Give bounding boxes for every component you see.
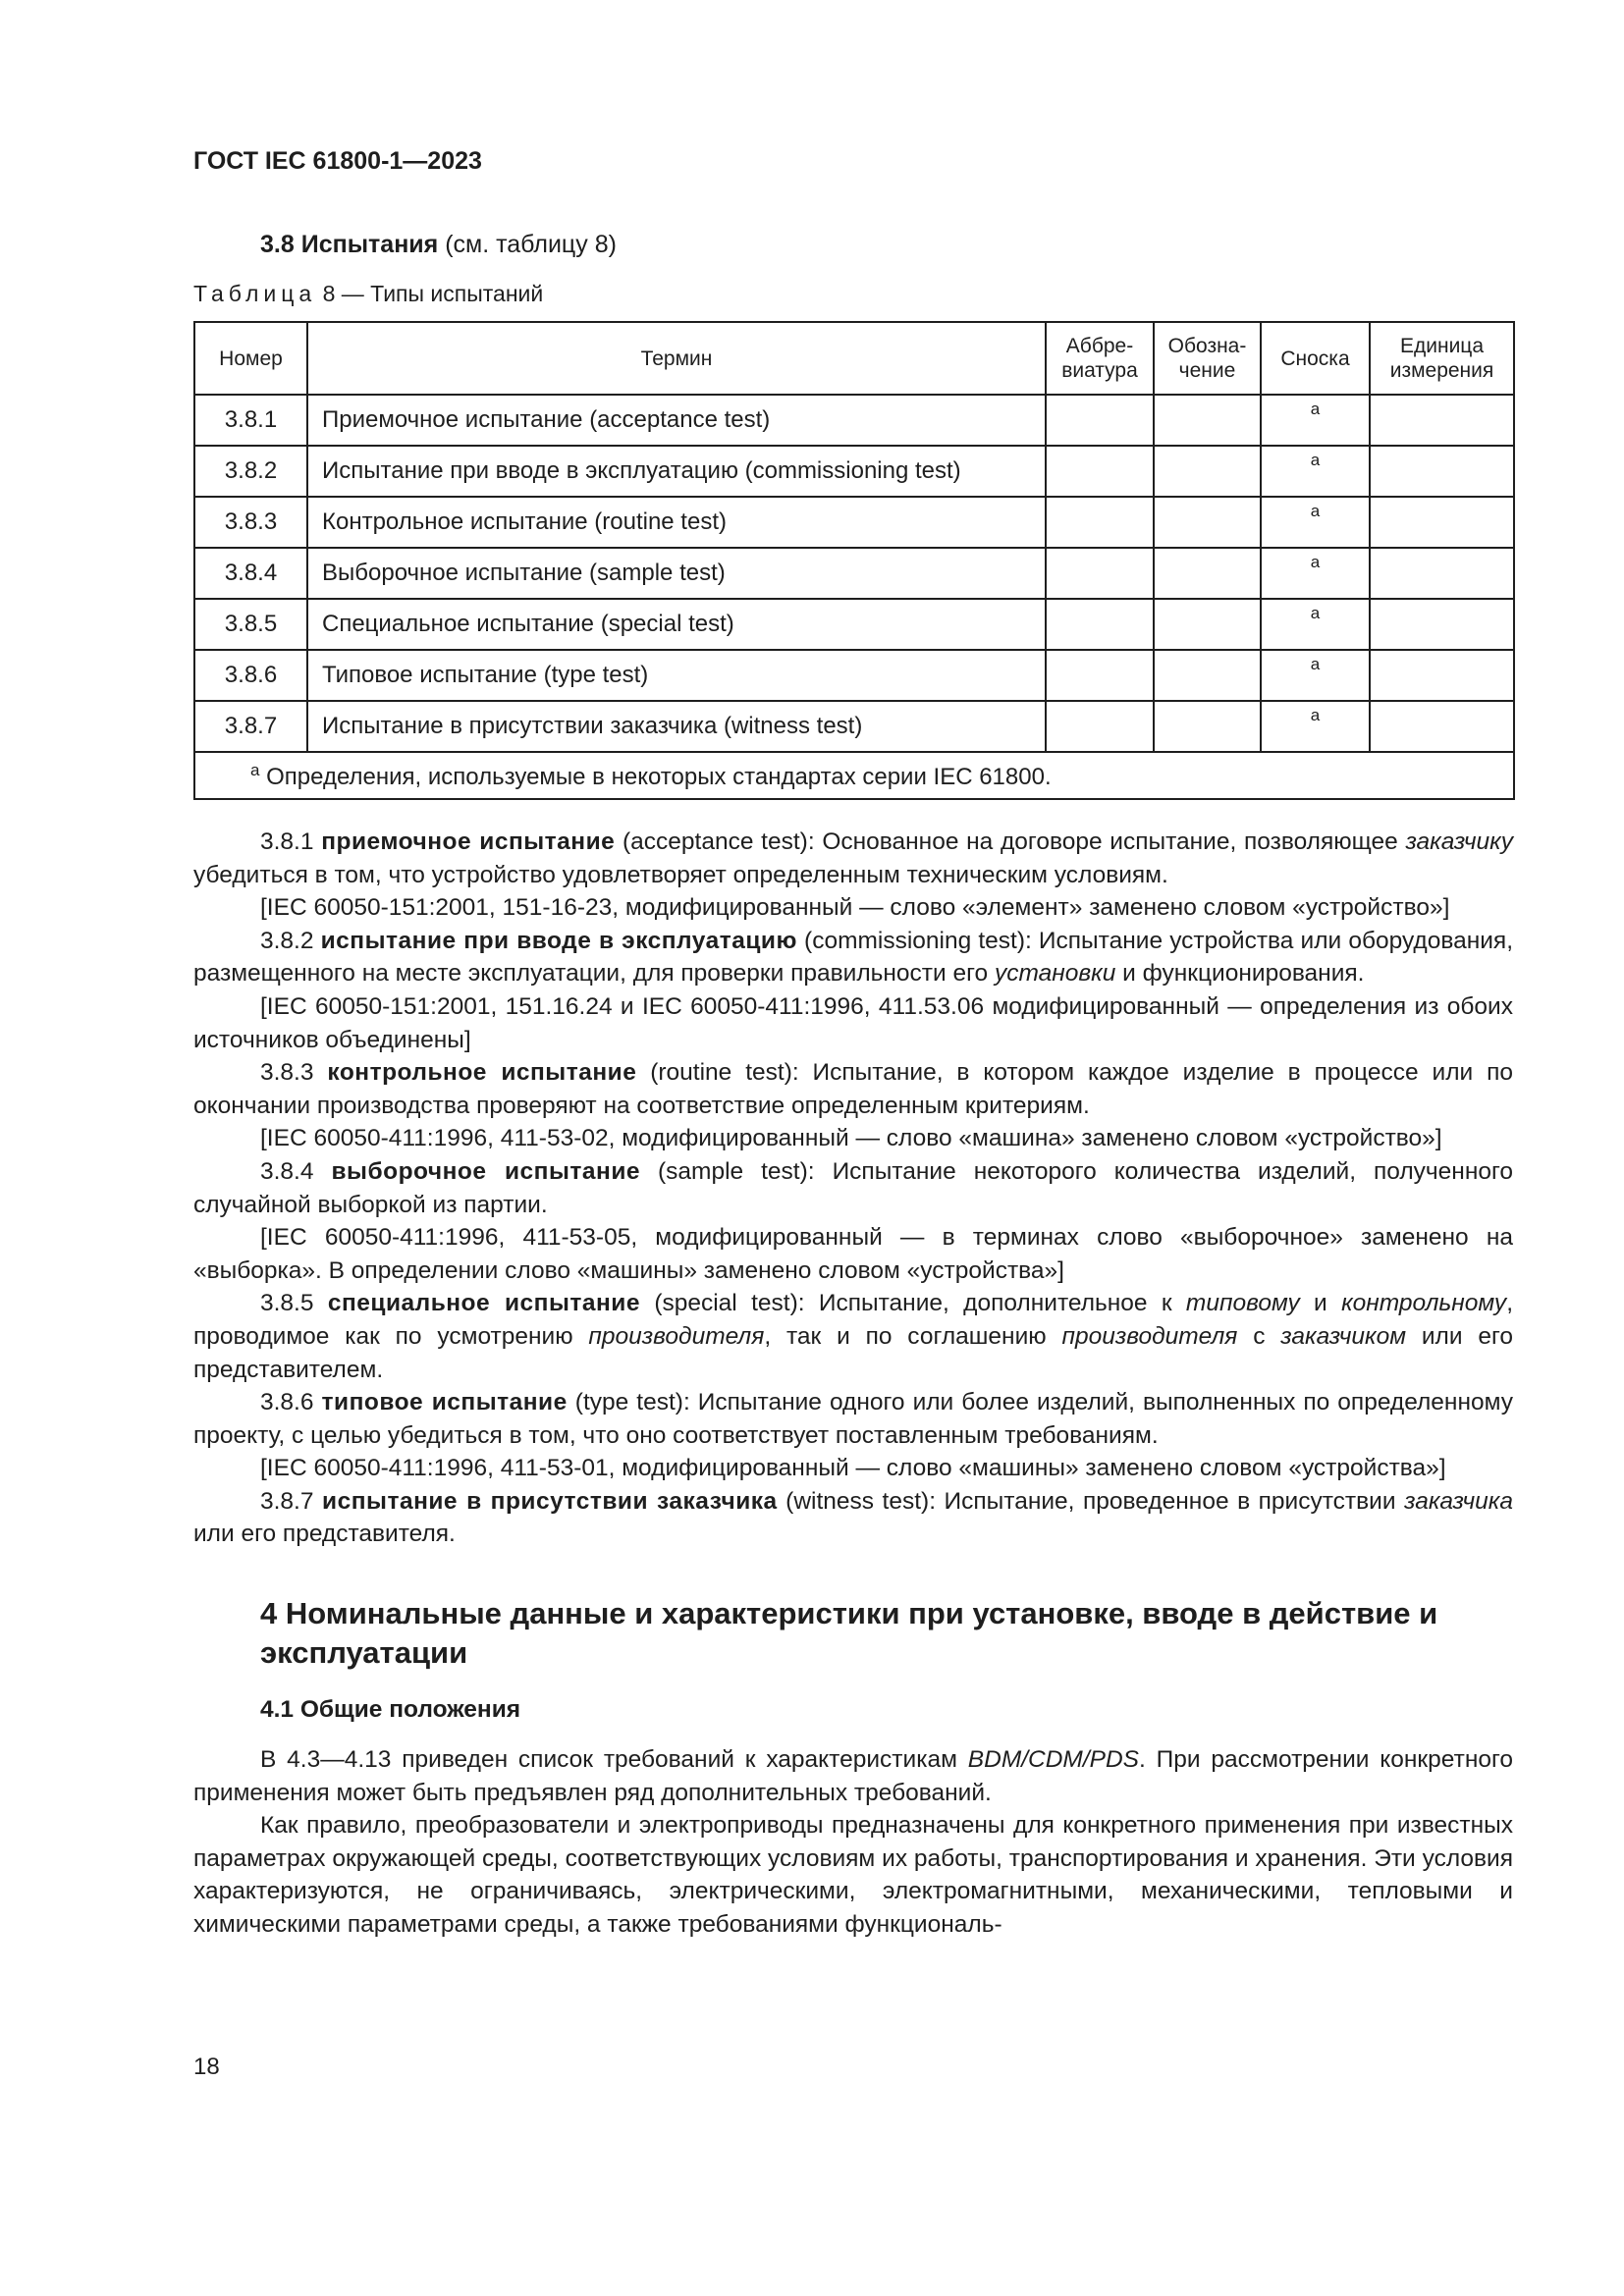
definition-paragraph: [IEC 60050-411:1996, 411-53-02, модифицированный — слово «машина» заменено словом «устройство»] xyxy=(260,1125,1442,1152)
table-row xyxy=(194,548,1514,599)
row-unit xyxy=(1370,446,1514,497)
table-row xyxy=(194,599,1514,650)
definition-paragraph: 3.8.6 типовое испытание (type test): Испытание одного или более изделий, выполненных по определенному проекту, с целью убедиться в том, что оно соответствует поставленным требованиям. xyxy=(193,1389,1513,1449)
row-number: 3.8.6 xyxy=(194,650,307,701)
definition-paragraph: 3.8.5 специальное испытание (special test): Испытание, дополнительное к типовому и контрольному, проводимое как по усмотрению производителя, так и по соглашению производителя с заказчиком или его представителем. xyxy=(193,1290,1513,1383)
definition-paragraph: 3.8.3 контрольное испытание (routine test): Испытание, в котором каждое изделие в процессе или по окончании производства проверяют на соответствие определенным критериям. xyxy=(193,1059,1513,1119)
row-term: Специальное испытание (special test) xyxy=(307,599,1046,650)
row-abbreviation xyxy=(1046,446,1154,497)
document-code: ГОСТ IEC 61800-1—2023 xyxy=(193,147,482,175)
row-abbreviation xyxy=(1046,599,1154,650)
chapter-body xyxy=(193,1743,1513,1942)
col-header-term: Термин xyxy=(307,322,1046,395)
col-header-abbreviation: Аббре- виатура xyxy=(1046,322,1154,395)
row-symbol xyxy=(1154,548,1261,599)
row-unit xyxy=(1370,650,1514,701)
row-number: 3.8.7 xyxy=(194,701,307,752)
row-unit xyxy=(1370,701,1514,752)
row-abbreviation xyxy=(1046,497,1154,548)
table-header-row xyxy=(194,322,1514,395)
row-term: Испытание в присутствии заказчика (witness test) xyxy=(307,701,1046,752)
subsection-title: 4.1 Общие положения xyxy=(260,1696,521,1724)
row-unit xyxy=(1370,599,1514,650)
definition-paragraph: 3.8.4 выборочное испытание (sample test): Испытание некоторого количества изделий, полученного случайной выборкой из партии. xyxy=(193,1157,1513,1218)
row-term: Приемочное испытание (acceptance test) xyxy=(307,395,1046,446)
chapter-title: 4 Номинальные данные и характеристики при установке, вводе в действие и эксплуатации xyxy=(260,1596,1438,1671)
col-header-number: Номер xyxy=(194,322,307,395)
definitions-block xyxy=(193,826,1513,1551)
row-term: Типовое испытание (type test) xyxy=(307,650,1046,701)
row-symbol xyxy=(1154,446,1261,497)
row-footnote: a xyxy=(1261,650,1370,701)
row-symbol xyxy=(1154,395,1261,446)
row-symbol xyxy=(1154,650,1261,701)
row-abbreviation xyxy=(1046,548,1154,599)
definition-paragraph: [IEC 60050-151:2001, 151.16.24 и IEC 60050-411:1996, 411.53.06 модифицированный — определения из обоих источников объединены] xyxy=(193,992,1513,1053)
row-term: Испытание при вводе в эксплуатацию (commissioning test) xyxy=(307,446,1046,497)
definition-paragraph: 3.8.7 испытание в присутствии заказчика (witness test): Испытание, проведенное в присутствии заказчика или его представителя. xyxy=(193,1487,1513,1548)
row-footnote: a xyxy=(1261,599,1370,650)
row-symbol xyxy=(1154,599,1261,650)
definition-paragraph: 3.8.2 испытание при вводе в эксплуатацию (commissioning test): Испытание устройства или оборудования, размещенного на месте эксплуатации, для проверки правильности его установки и функционирования. xyxy=(193,927,1513,988)
row-abbreviation xyxy=(1046,395,1154,446)
row-term: Контрольное испытание (routine test) xyxy=(307,497,1046,548)
row-footnote: a xyxy=(1261,701,1370,752)
table-note-row xyxy=(194,752,1514,799)
table-row xyxy=(194,497,1514,548)
section-ref: (см. таблицу 8) xyxy=(445,231,617,258)
table-row xyxy=(194,446,1514,497)
row-number: 3.8.3 xyxy=(194,497,307,548)
section-number: 3.8 xyxy=(260,231,295,258)
row-number: 3.8.2 xyxy=(194,446,307,497)
page-number: 18 xyxy=(193,2054,220,2080)
row-abbreviation xyxy=(1046,650,1154,701)
col-header-footnote: Сноска xyxy=(1261,322,1370,395)
table-caption-text: 8 — Типы испытаний xyxy=(322,281,544,306)
definition-paragraph: [IEC 60050-151:2001, 151-16-23, модифицированный — слово «элемент» заменено словом «устройство»] xyxy=(260,894,1450,922)
row-abbreviation xyxy=(1046,701,1154,752)
row-unit xyxy=(1370,395,1514,446)
table-row xyxy=(194,395,1514,446)
definition-paragraph: [IEC 60050-411:1996, 411-53-01, модифицированный — слово «машины» заменено словом «устройства»] xyxy=(260,1455,1446,1482)
table-caption-label: Таблица xyxy=(193,281,317,306)
table-row xyxy=(194,650,1514,701)
row-number: 3.8.4 xyxy=(194,548,307,599)
col-header-symbol: Обозна- чение xyxy=(1154,322,1261,395)
row-footnote: a xyxy=(1261,548,1370,599)
row-unit xyxy=(1370,548,1514,599)
row-number: 3.8.1 xyxy=(194,395,307,446)
row-term: Выборочное испытание (sample test) xyxy=(307,548,1046,599)
body-paragraph: В 4.3—4.13 приведен список требований к характеристикам BDM/CDM/PDS. При рассмотрении конкретного применения может быть предъявлен ряд дополнительных требований. xyxy=(193,1746,1513,1806)
row-symbol xyxy=(1154,497,1261,548)
section-title: Испытания xyxy=(300,231,439,258)
definition-paragraph: [IEC 60050-411:1996, 411-53-05, модифицированный — в терминах слово «выборочное» заменено на «выборка». В определении слово «машины» заменено словом «устройства»] xyxy=(193,1224,1513,1284)
row-unit xyxy=(1370,497,1514,548)
test-types-table xyxy=(193,321,1515,800)
section-heading xyxy=(193,231,1513,259)
table-caption xyxy=(193,281,1513,307)
document-page xyxy=(193,147,1513,1942)
body-paragraph: Как правило, преобразователи и электроприводы предназначены для конкретного применения при известных параметрах окружающей среды, соответствующих условиям их работы, транспортирования и хранения. Эти условия характеризуются, не ограничиваясь, электрическими, электромагнитными, механическими, тепловыми и химическими параметрами среды, а также требованиями функциональ- xyxy=(193,1812,1513,1939)
table-row xyxy=(194,701,1514,752)
row-footnote: a xyxy=(1261,497,1370,548)
row-footnote: a xyxy=(1261,395,1370,446)
col-header-unit: Единица измерения xyxy=(1370,322,1514,395)
row-footnote: a xyxy=(1261,446,1370,497)
row-number: 3.8.5 xyxy=(194,599,307,650)
table-note: $^a$ Определения, используемые в некоторых стандартах серии IEC 61800. xyxy=(194,752,1514,799)
row-symbol xyxy=(1154,701,1261,752)
definition-paragraph: 3.8.1 приемочное испытание (acceptance test): Основанное на договоре испытание, позволяющее заказчику убедиться в том, что устройство удовлетворяет определенным техническим условиям. xyxy=(193,828,1513,888)
